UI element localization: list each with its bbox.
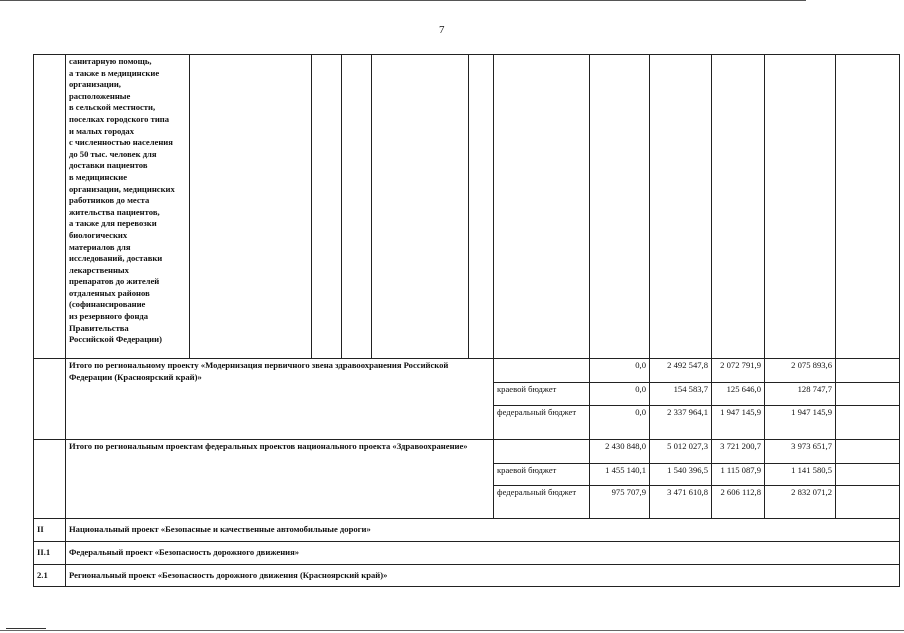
- section-row: [34, 519, 900, 542]
- section-row: [34, 565, 900, 587]
- empty-cell: [650, 55, 712, 359]
- section-title: Федеральный проект «Безопасность дорожного движения»: [66, 542, 900, 565]
- value-cell: 0,0: [590, 406, 650, 440]
- budget-table: [33, 54, 900, 587]
- value-cell: 1 540 396,5: [650, 464, 712, 486]
- description-row: [34, 55, 900, 359]
- funding-source: краевой бюджет: [494, 464, 590, 486]
- empty-cell: [469, 55, 494, 359]
- empty-cell: [836, 464, 900, 486]
- value-cell: 3 471 610,8: [650, 486, 712, 519]
- funding-source: [494, 440, 590, 464]
- measure-description: санитарную помощь, а также в медицинские организации, расположенные в сельской местности, поселках городского типа и малых городах с численностью населения до 50 тыс. человек для доставки пациентов в медицинские организации, медицинских работников до места жительства пациентов, а также для перевозки биологических материалов для исследований, доставки лекарственных препаратов до жителей отдаленных районов (софинансирование из резервного фонда Правительства Российской Федерации): [66, 55, 190, 359]
- section-code: II.1: [34, 542, 66, 565]
- empty-cell: [190, 55, 312, 359]
- value-cell: 3 973 651,7: [765, 440, 836, 464]
- code-cell: [34, 55, 66, 359]
- funding-source: краевой бюджет: [494, 383, 590, 406]
- value-cell: 2 072 791,9: [712, 359, 765, 383]
- value-cell: 0,0: [590, 359, 650, 383]
- code-cell: [34, 359, 66, 440]
- empty-cell: [712, 55, 765, 359]
- value-cell: 5 012 027,3: [650, 440, 712, 464]
- total-label: Итого по региональному проекту «Модернизация первичного звена здравоохранения Российской Федерации (Красноярский край)»: [66, 359, 494, 440]
- value-cell: 2 492 547,8: [650, 359, 712, 383]
- value-cell: 128 747,7: [765, 383, 836, 406]
- value-cell: 2 430 848,0: [590, 440, 650, 464]
- page-number: 7: [439, 24, 445, 36]
- empty-cell: [836, 55, 900, 359]
- bottom-border-line: [0, 630, 904, 631]
- total-row: [34, 359, 900, 383]
- section-row: [34, 542, 900, 565]
- funding-source: федеральный бюджет: [494, 406, 590, 440]
- empty-cell: [836, 486, 900, 519]
- funding-source: [494, 359, 590, 383]
- value-cell: 2 606 112,8: [712, 486, 765, 519]
- value-cell: 2 337 964,1: [650, 406, 712, 440]
- empty-cell: [836, 406, 900, 440]
- value-cell: 1 947 145,9: [765, 406, 836, 440]
- value-cell: 1 455 140,1: [590, 464, 650, 486]
- code-cell: [34, 440, 66, 519]
- empty-cell: [312, 55, 342, 359]
- value-cell: 125 646,0: [712, 383, 765, 406]
- empty-cell: [836, 359, 900, 383]
- value-cell: 154 583,7: [650, 383, 712, 406]
- section-code: 2.1: [34, 565, 66, 587]
- total-label: Итого по региональным проектам федеральных проектов национального проекта «Здравоохранение»: [66, 440, 494, 519]
- value-cell: 1 947 145,9: [712, 406, 765, 440]
- section-code: II: [34, 519, 66, 542]
- empty-cell: [836, 383, 900, 406]
- empty-cell: [342, 55, 372, 359]
- value-cell: 0,0: [590, 383, 650, 406]
- funding-source: федеральный бюджет: [494, 486, 590, 519]
- value-cell: 1 115 087,9: [712, 464, 765, 486]
- value-cell: 2 832 071,2: [765, 486, 836, 519]
- empty-cell: [590, 55, 650, 359]
- value-cell: 1 141 580,5: [765, 464, 836, 486]
- empty-cell: [372, 55, 469, 359]
- empty-cell: [494, 55, 590, 359]
- empty-cell: [836, 440, 900, 464]
- value-cell: 975 707,9: [590, 486, 650, 519]
- empty-cell: [765, 55, 836, 359]
- scan-mark: [6, 628, 46, 629]
- value-cell: 3 721 200,7: [712, 440, 765, 464]
- section-title: Национальный проект «Безопасные и качественные автомобильные дороги»: [66, 519, 900, 542]
- total-row: [34, 440, 900, 464]
- section-title: Региональный проект «Безопасность дорожного движения (Красноярский край)»: [66, 565, 900, 587]
- top-border-line: [0, 0, 806, 1]
- value-cell: 2 075 893,6: [765, 359, 836, 383]
